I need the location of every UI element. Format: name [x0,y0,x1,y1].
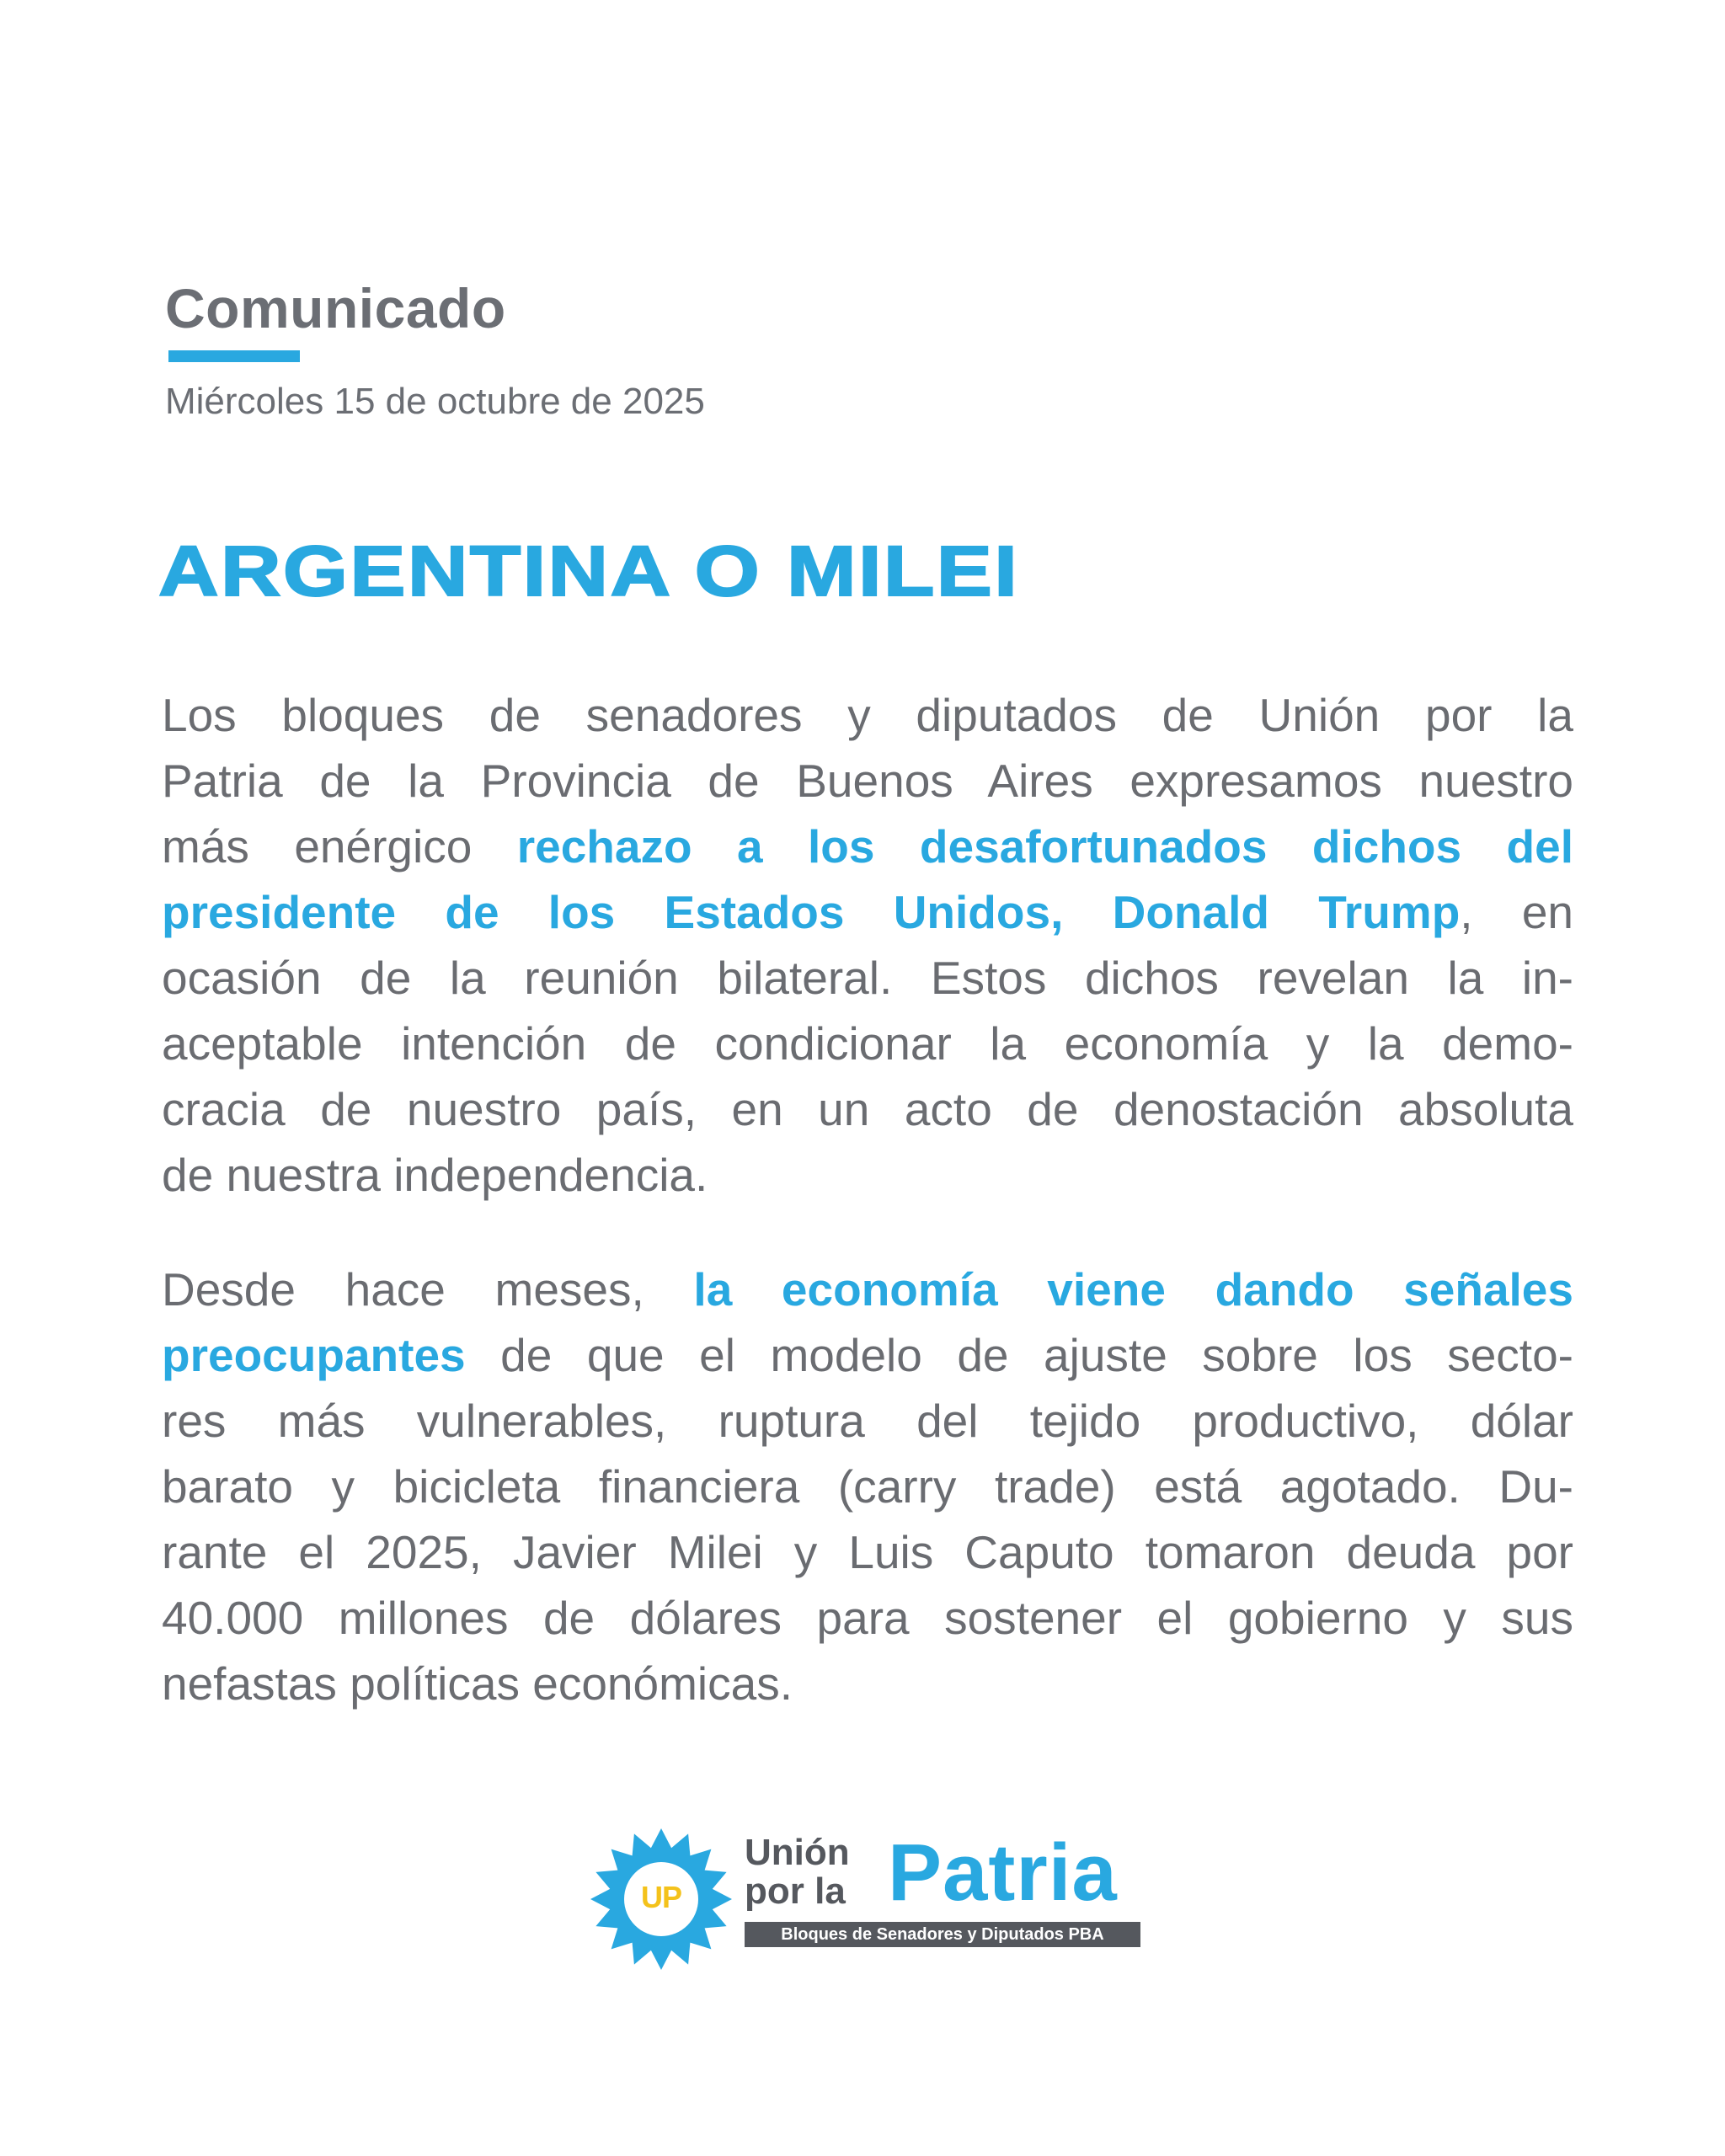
highlight-text: rechazo a los desafortunados dichos del [516,820,1573,873]
highlight-text: preocupantes [162,1329,466,1381]
paragraph-line: rante el 2025, Javier Milei y Luis Caputo tomaron deuda por [162,1526,1573,1578]
paragraph-line: aceptable intención de condicionar la economía y la demo- [162,1017,1573,1070]
paragraph-line: cracia de nuestro país, en un acto de denostación absoluta [162,1083,1573,1135]
headline: ARGENTINA O MILEI [158,531,1020,611]
paragraph-line: res más vulnerables, ruptura del tejido productivo, dólar [162,1395,1573,1447]
paragraph-line: de nuestra independencia. [162,1149,708,1201]
paragraph-line [162,814,1573,879]
paragraph-line [162,879,1573,945]
paragraph-line [162,1322,1573,1388]
paragraph-line: Los bloques de senadores y diputados de Unión por la [162,689,1573,741]
kicker-title: Comunicado [165,277,506,339]
paragraph-line [162,1257,1573,1322]
paragraph-line: nefastas políticas económicas. [162,1657,793,1710]
paragraph-line: ocasión de la reunión bilateral. Estos dichos revelan la in- [162,952,1573,1004]
kicker-underline [168,350,300,362]
release-date: Miércoles 15 de octubre de 2025 [165,381,705,422]
logo-badge: UP [640,1880,681,1914]
text-run: más enérgico [162,820,517,873]
paragraph-2 [162,1257,1573,1716]
logo-tagline: Bloques de Senadores y Diputados PBA [745,1922,1140,1947]
logo-line-2: por la [745,1870,846,1912]
highlight-text: la economía viene dando señales [693,1263,1573,1315]
text-run: Desde hace meses, [162,1263,694,1315]
paragraph-1 [162,682,1573,1208]
highlight-text: presidente de los Estados Unidos, Donald Trump [162,886,1461,938]
paragraph-line: Patria de la Provincia de Buenos Aires expresamos nuestro [162,755,1573,807]
logo-wordmark: Patria [888,1828,1118,1918]
text-run: , en [1460,886,1573,938]
paragraph-line: 40.000 millones de dólares para sostener el gobierno y sus [162,1592,1573,1644]
logo-line-1: Unión [745,1832,850,1873]
union-por-la-patria-logo [590,1828,1146,1979]
text-run: de que el modelo de ajuste sobre los secto- [465,1329,1573,1381]
paragraph-line: barato y bicicleta financiera (carry trade) está agotado. Du- [162,1460,1573,1513]
